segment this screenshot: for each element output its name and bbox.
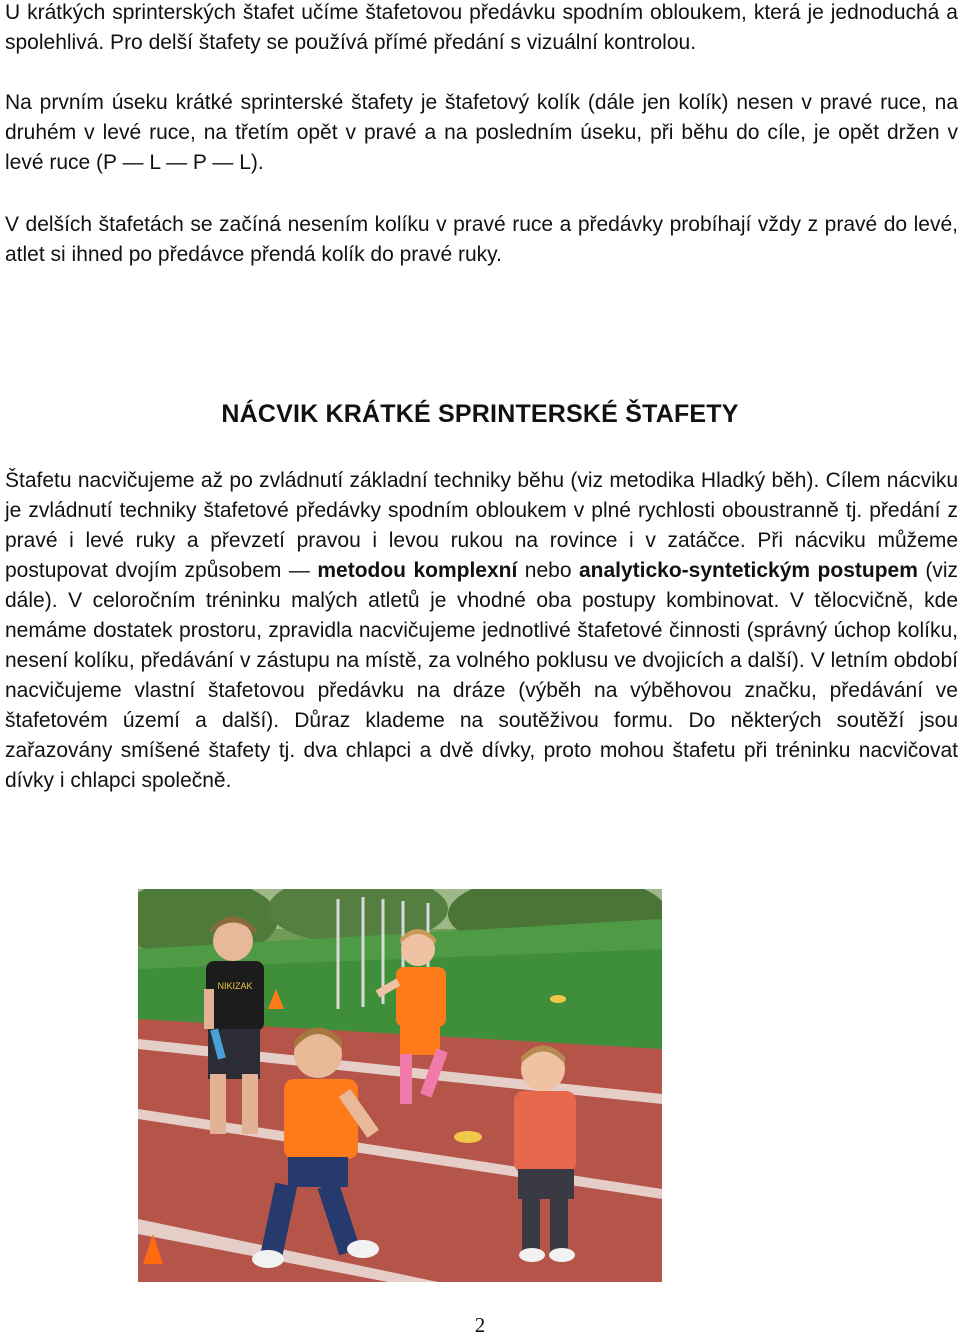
paragraph-short-relay-hands: Na prvním úseku krátké sprinterské štafety je štafetový kolík (dále jen kolík) nesen v pravé ruce, na druhém v levé ruce, na třetím opět v pravé a na posledním úseku, při běhu do cíle, je opět držen v levé ruce (P — L — P — L).: [5, 91, 958, 174]
relay-training-photo: [138, 889, 662, 1282]
bold-analytic-method: analyticko-syntetickým postupem: [578, 559, 918, 582]
paragraph-training-method: [5, 466, 958, 796]
page-number: 2: [474, 1313, 486, 1337]
shirt-print: NIKIZAK: [217, 981, 253, 991]
paragraph-intro: U krátkých sprinterských štafet učíme štafetovou předávku spodním obloukem, která je jednoduchá a spolehlivá. Pro delší štafety se používá přímé předání s vizuální kontrolou.: [5, 1, 958, 54]
training-text-part3: (viz dále). V celoročním tréninku malých atletů je vhodné oba postupy kombinovat. V tělocvičně, kde nemáme dostatek prostoru, zpravidla nacvičujeme jednotlivé štafetové činnosti (správný úchop kolíku, nesení kolíku, předávání v zástupu na místě, za volného poklusu ve dvojicích a další). V letním období nacvičujeme vlastní štafetovou předávku na dráze (výběh na výběhovou značku, předávání ve štafetovém území a další). Důraz klademe na soutěživou formu. Do některých soutěží jsou zařazovány smíšené štafety tj. dva chlapci a dvě dívky, proto mohou štafetu při tréninku nacvičovat dívky i chlapci společně.: [5, 559, 958, 792]
paragraph-long-relay: V delších štafetách se začíná nesením kolíku v pravé ruce a předávky probíhají vždy z pravé do levé, atlet si ihned po předávce přendá kolík do pravé ruky.: [5, 213, 958, 266]
bold-complex-method: metodou komplexní: [317, 559, 518, 582]
section-heading: NÁCVIK KRÁTKÉ SPRINTERSKÉ ŠTAFETY: [221, 400, 739, 428]
relay-photo-illustration: [138, 889, 662, 1282]
training-text-part1: Štafetu nacvičujeme až po zvládnutí základní techniky běhu (viz metodika Hladký běh). Cílem nácviku je zvládnutí techniky štafetové předávky spodním obloukem v plné rychlosti oboustranně tj. předání z pravé i levé ruky a převzetí pravou i levou rukou na rovince i v zatáčce. Při nácviku můžeme postupovat dvojím způsobem —: [5, 469, 958, 582]
training-text-part2: nebo: [517, 559, 579, 582]
